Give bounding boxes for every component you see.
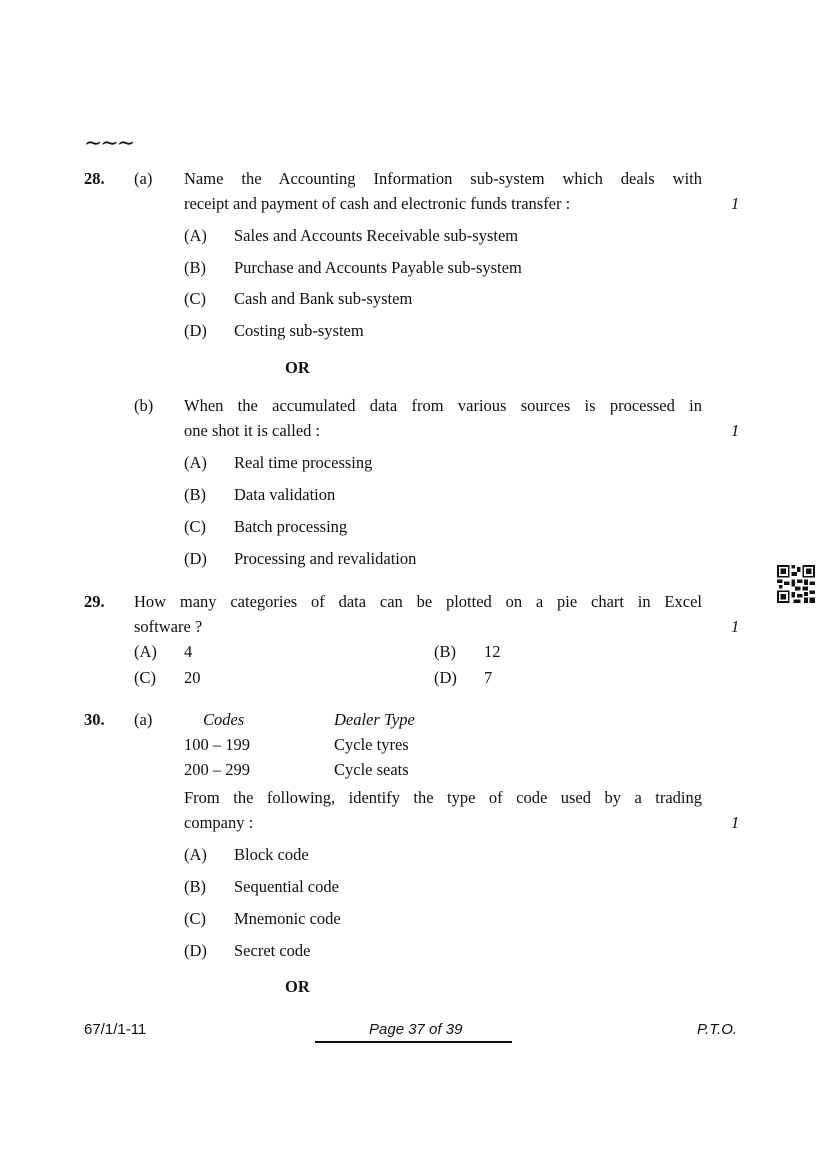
question-number-28: 28. bbox=[84, 169, 105, 188]
q29-marks: 1 bbox=[731, 617, 740, 636]
q28-or-separator: OR bbox=[285, 358, 310, 377]
q29-option-b-label: (B) bbox=[434, 642, 456, 661]
q28b-option-b-text: Data validation bbox=[234, 485, 336, 504]
q28a-text-line2: receipt and payment of cash and electronic funds transfer : bbox=[184, 194, 571, 213]
question-number-29: 29. bbox=[84, 592, 105, 611]
q30a-text-line1: From the following, identify the type of code used by a trading bbox=[184, 788, 702, 807]
q29-text-line1: How many categories of data can be plotted on a pie chart in Excel bbox=[134, 592, 702, 611]
q30-table-row1-type: Cycle tyres bbox=[334, 735, 409, 754]
header-decoration: ∼∼∼ bbox=[84, 130, 134, 155]
q28a-option-a-text: Sales and Accounts Receivable sub-system bbox=[234, 226, 519, 245]
q28a-option-a-label: (A) bbox=[184, 226, 207, 245]
qr-code-icon bbox=[777, 565, 815, 603]
q28b-option-a-text: Real time processing bbox=[234, 453, 373, 472]
footer-underline bbox=[315, 1041, 512, 1043]
q28a-option-c-label: (C) bbox=[184, 289, 206, 308]
q28b-text-line2: one shot it is called : bbox=[184, 421, 321, 440]
q28a-text-line1: Name the Accounting Information sub-system which deals with bbox=[184, 169, 702, 188]
q30a-option-b-label: (B) bbox=[184, 877, 206, 896]
q30a-option-d-text: Secret code bbox=[234, 941, 311, 960]
q30-table-row1-code: 100 – 199 bbox=[184, 735, 250, 754]
q28a-option-c-text: Cash and Bank sub-system bbox=[234, 289, 413, 308]
footer-paper-code: 67/1/1-11 bbox=[84, 1021, 147, 1038]
q29-option-b-text: 12 bbox=[484, 642, 501, 661]
q30a-option-b-text: Sequential code bbox=[234, 877, 339, 896]
q30-part-a-label: (a) bbox=[134, 710, 153, 729]
footer-pto: P.T.O. bbox=[697, 1021, 738, 1038]
q30a-option-d-label: (D) bbox=[184, 941, 207, 960]
q30-table-row2-code: 200 – 299 bbox=[184, 760, 250, 779]
q28a-option-d-label: (D) bbox=[184, 321, 207, 340]
q28b-marks: 1 bbox=[731, 421, 740, 440]
q30a-option-a-label: (A) bbox=[184, 845, 207, 864]
q28b-option-b-label: (B) bbox=[184, 485, 206, 504]
q30-table-header-dealer-type: Dealer Type bbox=[334, 710, 415, 729]
q28-part-a-label: (a) bbox=[134, 169, 153, 188]
q30-table-row2-type: Cycle seats bbox=[334, 760, 409, 779]
q28a-marks: 1 bbox=[731, 194, 740, 213]
q28a-option-b-label: (B) bbox=[184, 258, 206, 277]
q29-option-c-text: 20 bbox=[184, 668, 201, 687]
q30a-marks: 1 bbox=[731, 813, 740, 832]
q30-or-separator: OR bbox=[285, 977, 310, 996]
footer-page-number: Page 37 of 39 bbox=[369, 1021, 463, 1038]
q28a-option-b-text: Purchase and Accounts Payable sub-system bbox=[234, 258, 522, 277]
q30a-option-a-text: Block code bbox=[234, 845, 309, 864]
q29-option-c-label: (C) bbox=[134, 668, 156, 687]
q28b-text-line1: When the accumulated data from various sources is processed in bbox=[184, 396, 702, 415]
q29-option-a-label: (A) bbox=[134, 642, 157, 661]
q30-table-header-codes: Codes bbox=[203, 710, 245, 729]
q28-part-b-label: (b) bbox=[134, 396, 154, 415]
q29-option-d-label: (D) bbox=[434, 668, 457, 687]
q29-option-a-text: 4 bbox=[184, 642, 193, 661]
q30a-option-c-label: (C) bbox=[184, 909, 206, 928]
q29-text-line2: software ? bbox=[134, 617, 203, 636]
q29-option-d-text: 7 bbox=[484, 668, 493, 687]
q28a-option-d-text: Costing sub-system bbox=[234, 321, 364, 340]
q28b-option-d-text: Processing and revalidation bbox=[234, 549, 417, 568]
q30a-option-c-text: Mnemonic code bbox=[234, 909, 341, 928]
question-number-30: 30. bbox=[84, 710, 105, 729]
q30a-text-line2: company : bbox=[184, 813, 254, 832]
q28b-option-c-label: (C) bbox=[184, 517, 206, 536]
q28b-option-d-label: (D) bbox=[184, 549, 207, 568]
q28b-option-c-text: Batch processing bbox=[234, 517, 348, 536]
q28b-option-a-label: (A) bbox=[184, 453, 207, 472]
